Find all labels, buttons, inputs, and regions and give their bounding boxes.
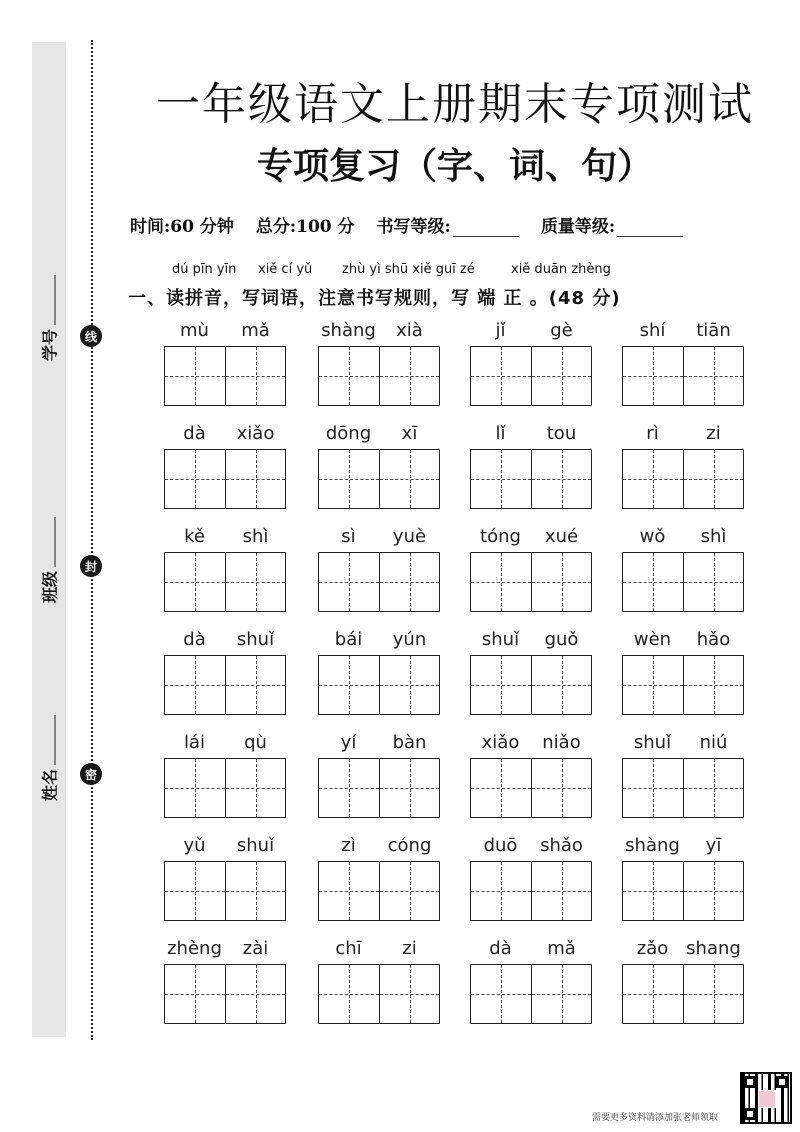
writing-grade-blank[interactable] [453, 236, 519, 237]
tianzige-boxes [318, 861, 440, 921]
tianzige-cell[interactable] [319, 450, 379, 508]
word-item [318, 423, 440, 509]
pinyin-syllable: xiǎo [481, 732, 520, 753]
pinyin-annotation: dú pīn yīn [172, 262, 237, 277]
tianzige-cell[interactable] [683, 553, 743, 611]
word-item [164, 629, 286, 715]
tianzige-cell[interactable] [225, 450, 285, 508]
tianzige-cell[interactable] [623, 347, 683, 405]
tianzige-cell[interactable] [531, 759, 591, 817]
tianzige-cell[interactable] [471, 450, 531, 508]
tianzige-cell[interactable] [623, 553, 683, 611]
pinyin-syllable: guǒ [544, 629, 579, 650]
tianzige-boxes [318, 655, 440, 715]
tianzige-cell[interactable] [531, 347, 591, 405]
word-pinyin [318, 732, 440, 758]
word-item [318, 526, 440, 612]
word-pinyin [622, 938, 744, 964]
tianzige-boxes [318, 552, 440, 612]
score-info: 总分:100 分 [255, 217, 355, 237]
word-pinyin [622, 835, 744, 861]
pinyin-syllable: dà [489, 938, 512, 959]
pinyin-syllable: zi [706, 423, 721, 444]
tianzige-cell[interactable] [379, 862, 439, 920]
student-id-field [38, 275, 61, 361]
tianzige-cell[interactable] [531, 553, 591, 611]
pinyin-syllable: yuè [392, 526, 427, 547]
pinyin-syllable: chī [335, 938, 362, 959]
word-pinyin [164, 526, 286, 552]
pinyin-syllable: shuǐ [633, 732, 672, 753]
word-item [164, 320, 286, 406]
student-id-blank[interactable] [43, 275, 56, 325]
word-item [622, 629, 744, 715]
word-item [470, 629, 592, 715]
word-item [470, 835, 592, 921]
pinyin-syllable: zi [402, 938, 417, 959]
pinyin-syllable: shì [242, 526, 269, 547]
tianzige-boxes [164, 346, 286, 406]
pinyin-syllable: shuǐ [236, 835, 275, 856]
pinyin-annotation: xiě duān zhèng [511, 262, 611, 277]
pinyin-syllable: lǐ [495, 423, 506, 444]
pinyin-annotation: zhù yì shū xiě guī zé [342, 262, 475, 277]
word-pinyin [470, 629, 592, 655]
tianzige-boxes [470, 552, 592, 612]
pinyin-annotation: xiě cí yǔ [258, 262, 313, 277]
tianzige-cell[interactable] [379, 347, 439, 405]
word-item [164, 423, 286, 509]
tianzige-cell[interactable] [379, 759, 439, 817]
word-pinyin [164, 629, 286, 655]
tianzige-cell[interactable] [379, 450, 439, 508]
tianzige-cell[interactable] [379, 656, 439, 714]
quality-grade-label: 质量等级: [540, 217, 616, 237]
word-pinyin [622, 320, 744, 346]
qr-finder [744, 1108, 756, 1120]
qr-avatar [758, 1090, 776, 1108]
pinyin-syllable: hǎo [696, 629, 731, 650]
word-item [470, 526, 592, 612]
class-field [38, 517, 61, 603]
pinyin-syllable: wǒ [639, 526, 666, 547]
tianzige-boxes [622, 346, 744, 406]
tianzige-cell[interactable] [379, 553, 439, 611]
class-label: 班级 [40, 570, 60, 604]
pinyin-syllable: yún [392, 629, 427, 650]
word-item [622, 835, 744, 921]
tianzige-boxes [470, 758, 592, 818]
student-id-label: 学号 [40, 328, 60, 362]
name-label: 姓名 [40, 768, 60, 802]
word-item [164, 732, 286, 818]
tianzige-cell[interactable] [623, 759, 683, 817]
tianzige-boxes [318, 346, 440, 406]
tianzige-cell[interactable] [165, 450, 225, 508]
tianzige-cell[interactable] [683, 450, 743, 508]
tianzige-boxes [622, 655, 744, 715]
tianzige-cell[interactable] [623, 450, 683, 508]
word-pinyin [318, 938, 440, 964]
tianzige-boxes [318, 964, 440, 1024]
tianzige-cell[interactable] [165, 553, 225, 611]
pinyin-syllable: yǔ [183, 835, 206, 856]
tianzige-boxes [164, 655, 286, 715]
word-item [318, 835, 440, 921]
quality-grade [541, 212, 683, 237]
word-pinyin [318, 526, 440, 552]
word-pinyin [164, 938, 286, 964]
tianzige-cell[interactable] [319, 553, 379, 611]
tianzige-cell[interactable] [471, 656, 531, 714]
pinyin-syllable: dà [183, 423, 206, 444]
tianzige-cell[interactable] [683, 759, 743, 817]
exam-info-bar [130, 212, 705, 237]
word-pinyin [164, 732, 286, 758]
qr-code [740, 1072, 792, 1124]
tianzige-cell[interactable] [165, 759, 225, 817]
tianzige-boxes [164, 552, 286, 612]
word-pinyin [622, 526, 744, 552]
writing-grade-label: 书写等级: [376, 217, 451, 237]
pinyin-syllable: mù [180, 320, 209, 341]
tianzige-boxes [164, 964, 286, 1024]
word-item [318, 732, 440, 818]
word-pinyin [622, 732, 744, 758]
pinyin-syllable: yí [340, 732, 357, 753]
word-pinyin [470, 732, 592, 758]
tianzige-cell[interactable] [319, 656, 379, 714]
qr-finder [744, 1076, 756, 1088]
writing-grade [377, 212, 519, 237]
pinyin-syllable: shàng [321, 320, 376, 341]
word-item [318, 320, 440, 406]
pinyin-syllable: tiān [696, 320, 731, 341]
pinyin-syllable: shì [700, 526, 727, 547]
tianzige-cell[interactable] [165, 656, 225, 714]
tianzige-cell[interactable] [319, 759, 379, 817]
quality-grade-blank[interactable] [617, 236, 683, 237]
word-item [164, 526, 286, 612]
class-blank[interactable] [43, 517, 56, 567]
name-field [38, 715, 61, 801]
tianzige-cell[interactable] [623, 965, 683, 1023]
pinyin-syllable: zài [242, 938, 269, 959]
word-pinyin [470, 938, 592, 964]
tianzige-boxes [470, 449, 592, 509]
tianzige-cell[interactable] [531, 656, 591, 714]
word-pinyin [164, 423, 286, 449]
tianzige-boxes [164, 449, 286, 509]
word-pinyin [164, 835, 286, 861]
word-item [318, 629, 440, 715]
tianzige-boxes [318, 758, 440, 818]
tianzige-cell[interactable] [225, 553, 285, 611]
page-subtitle: 专项复习（字、词、句） [256, 145, 653, 187]
tianzige-cell[interactable] [683, 862, 743, 920]
word-item [622, 423, 744, 509]
pinyin-syllable: shuǐ [481, 629, 520, 650]
pinyin-syllable: zhèng [167, 938, 222, 959]
word-pinyin [470, 423, 592, 449]
tianzige-boxes [622, 758, 744, 818]
tianzige-boxes [622, 861, 744, 921]
tianzige-cell[interactable] [683, 347, 743, 405]
seal-mark-seal: 封 [80, 555, 102, 577]
tianzige-cell[interactable] [471, 553, 531, 611]
tianzige-cell[interactable] [165, 965, 225, 1023]
tianzige-boxes [318, 449, 440, 509]
pinyin-syllable: shuǐ [236, 629, 275, 650]
word-item [164, 835, 286, 921]
word-item [470, 732, 592, 818]
seal-cut-line [91, 40, 93, 1040]
word-item [164, 938, 286, 1024]
pinyin-syllable: kě [184, 526, 205, 547]
time-info: 时间:60 分钟 [130, 217, 234, 237]
tianzige-cell[interactable] [471, 759, 531, 817]
tianzige-cell[interactable] [225, 862, 285, 920]
word-item [470, 423, 592, 509]
tianzige-boxes [622, 449, 744, 509]
tianzige-cell[interactable] [319, 347, 379, 405]
pinyin-syllable: niú [699, 732, 728, 753]
word-pinyin [470, 320, 592, 346]
tianzige-boxes [470, 861, 592, 921]
pinyin-syllable: bàn [392, 732, 427, 753]
word-pinyin [318, 320, 440, 346]
section-1-instruction: 一、读拼音，写词语，注意书写规则，写 端 正 。(48 分) [128, 288, 621, 309]
tianzige-cell[interactable] [225, 759, 285, 817]
pinyin-syllable: zǎo [636, 938, 669, 959]
page-title: 一年级语文上册期末专项测试 [156, 79, 754, 130]
word-pinyin [470, 526, 592, 552]
tianzige-cell[interactable] [623, 862, 683, 920]
word-pinyin [164, 320, 286, 346]
tianzige-cell[interactable] [319, 862, 379, 920]
pinyin-syllable: gè [550, 320, 573, 341]
tianzige-cell[interactable] [165, 347, 225, 405]
pinyin-syllable: rì [646, 423, 659, 444]
tianzige-cell[interactable] [379, 965, 439, 1023]
word-item [622, 732, 744, 818]
word-item [622, 526, 744, 612]
pinyin-syllable: xué [544, 526, 579, 547]
pinyin-syllable: wèn [633, 629, 672, 650]
pinyin-syllable: mǎ [241, 320, 270, 341]
pinyin-syllable: dōng [325, 423, 372, 444]
pinyin-syllable: mǎ [547, 938, 576, 959]
word-item [622, 320, 744, 406]
pinyin-syllable: tou [546, 423, 577, 444]
tianzige-boxes [622, 964, 744, 1024]
tianzige-cell[interactable] [683, 965, 743, 1023]
word-pinyin [622, 423, 744, 449]
tianzige-boxes [622, 552, 744, 612]
pinyin-syllable: duō [483, 835, 518, 856]
word-item [470, 320, 592, 406]
pinyin-syllable: dà [183, 629, 206, 650]
word-pinyin [470, 835, 592, 861]
tianzige-boxes [164, 861, 286, 921]
tianzige-cell[interactable] [531, 862, 591, 920]
word-item [622, 938, 744, 1024]
tianzige-cell[interactable] [531, 965, 591, 1023]
tianzige-cell[interactable] [319, 965, 379, 1023]
pinyin-syllable: shàng [625, 835, 680, 856]
pinyin-syllable: xiǎo [236, 423, 275, 444]
pinyin-syllable: xià [396, 320, 423, 341]
pinyin-syllable: shí [639, 320, 666, 341]
tianzige-cell[interactable] [531, 450, 591, 508]
tianzige-cell[interactable] [623, 656, 683, 714]
pinyin-syllable: sì [341, 526, 356, 547]
pinyin-syllable: qù [244, 732, 267, 753]
tianzige-cell[interactable] [471, 862, 531, 920]
name-blank[interactable] [43, 715, 56, 765]
tianzige-boxes [470, 655, 592, 715]
tianzige-cell[interactable] [471, 347, 531, 405]
pinyin-syllable: lái [183, 732, 206, 753]
word-item [470, 938, 592, 1024]
tianzige-cell[interactable] [683, 656, 743, 714]
seal-mark-line: 线 [80, 325, 102, 347]
pinyin-syllable: yī [705, 835, 722, 856]
word-pinyin [318, 423, 440, 449]
pinyin-syllable: jǐ [495, 320, 506, 341]
seal-mark-secret: 密 [80, 763, 102, 785]
pinyin-syllable: shǎo [540, 835, 583, 856]
tianzige-cell[interactable] [225, 347, 285, 405]
pinyin-syllable: shang [686, 938, 741, 959]
tianzige-cell[interactable] [225, 965, 285, 1023]
word-item [318, 938, 440, 1024]
word-pinyin [622, 629, 744, 655]
qr-finder [776, 1076, 788, 1088]
pinyin-syllable: xī [401, 423, 418, 444]
pinyin-syllable: cóng [387, 835, 432, 856]
pinyin-syllable: bái [334, 629, 363, 650]
tianzige-boxes [470, 964, 592, 1024]
pinyin-syllable: zì [341, 835, 356, 856]
word-pinyin [318, 835, 440, 861]
tianzige-cell[interactable] [225, 656, 285, 714]
word-pinyin [318, 629, 440, 655]
pinyin-syllable: niǎo [542, 732, 581, 753]
footer-note: 需要更多资料请添加张老师领取 [592, 1113, 719, 1123]
tianzige-boxes [470, 346, 592, 406]
tianzige-cell[interactable] [165, 862, 225, 920]
tianzige-cell[interactable] [471, 965, 531, 1023]
pinyin-syllable: tóng [480, 526, 521, 547]
tianzige-boxes [164, 758, 286, 818]
